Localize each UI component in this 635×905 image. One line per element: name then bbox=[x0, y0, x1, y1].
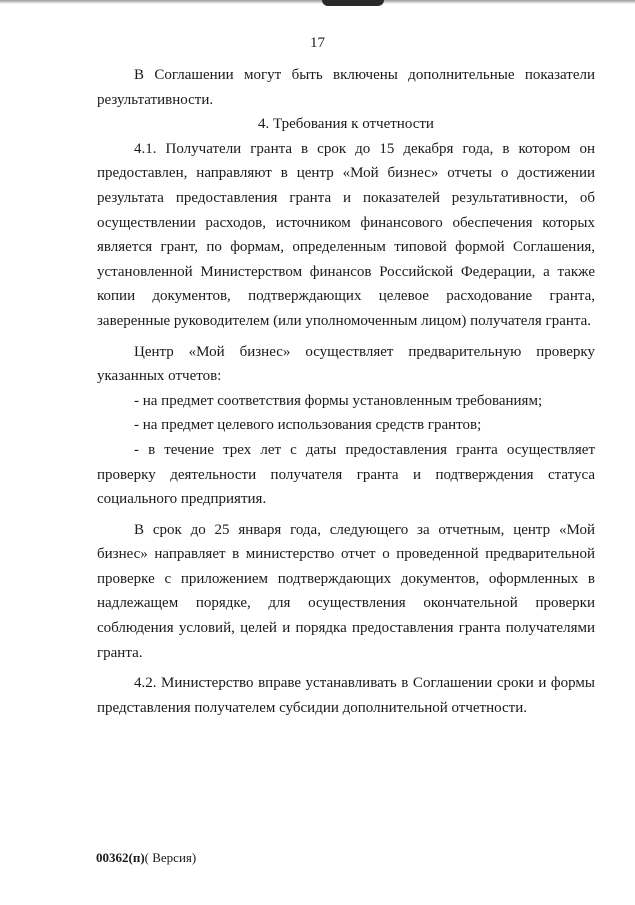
intro-paragraph: В Соглашении могут быть включены дополнительные показатели результативности. bbox=[97, 67, 595, 108]
paragraph-4-2: 4.2. Министерство вправе устанавливать в Соглашении сроки и формы представления получателем субсидии дополнительной отчетности. bbox=[97, 675, 595, 716]
paragraph-4-1: 4.1. Получатели гранта в срок до 15 декабря года, в котором он предоставлен, направляют в центр «Мой бизнес» отчеты о достижении результата предоставления гранта и показателей результативности, об осуществлении расходов, источником финансового обеспечения которых является грант, по формам, определенным типовой формой Соглашения, установленной Министерством финансов Российской Федерации, а также копии документов, подтверждающих целевое расходование гранта, заверенные руководителем (или уполномоченным лицом) получателя гранта. bbox=[97, 140, 595, 329]
document-version: ( Версия) bbox=[144, 850, 197, 865]
paragraph-center-check: Центр «Мой бизнес» осуществляет предварительную проверку указанных отчетов: bbox=[97, 343, 595, 385]
section-heading: 4. Требования к отчетности bbox=[258, 116, 434, 133]
binding-mark bbox=[322, 0, 384, 6]
document-body bbox=[97, 63, 595, 720]
paragraph-january-report: В срок до 25 января года, следующего за отчетным, центр «Мой бизнес» направляет в министерство отчет о проведенной предварительной проверке с приложением подтверждающих документов, оформленных в надлежащем порядке, для осуществления окончательной проверки соблюдения условий, целей и порядка предоставления гранта получателями гранта. bbox=[97, 521, 595, 661]
document-footer-code bbox=[96, 850, 196, 866]
list-item-three-years: - в течение трех лет с даты предоставления гранта осуществляет проверку деятельности получателя гранта и подтверждения статуса социального предприятия. bbox=[97, 441, 595, 508]
scan-top-edge bbox=[0, 0, 635, 4]
document-code: 00362(п) bbox=[96, 850, 145, 865]
list-item-form-compliance: - на предмет соответствия формы установленным требованиям; bbox=[134, 392, 543, 409]
list-item-target-use: - на предмет целевого использования средств грантов; bbox=[134, 417, 482, 434]
page-number: 17 bbox=[310, 35, 325, 51]
